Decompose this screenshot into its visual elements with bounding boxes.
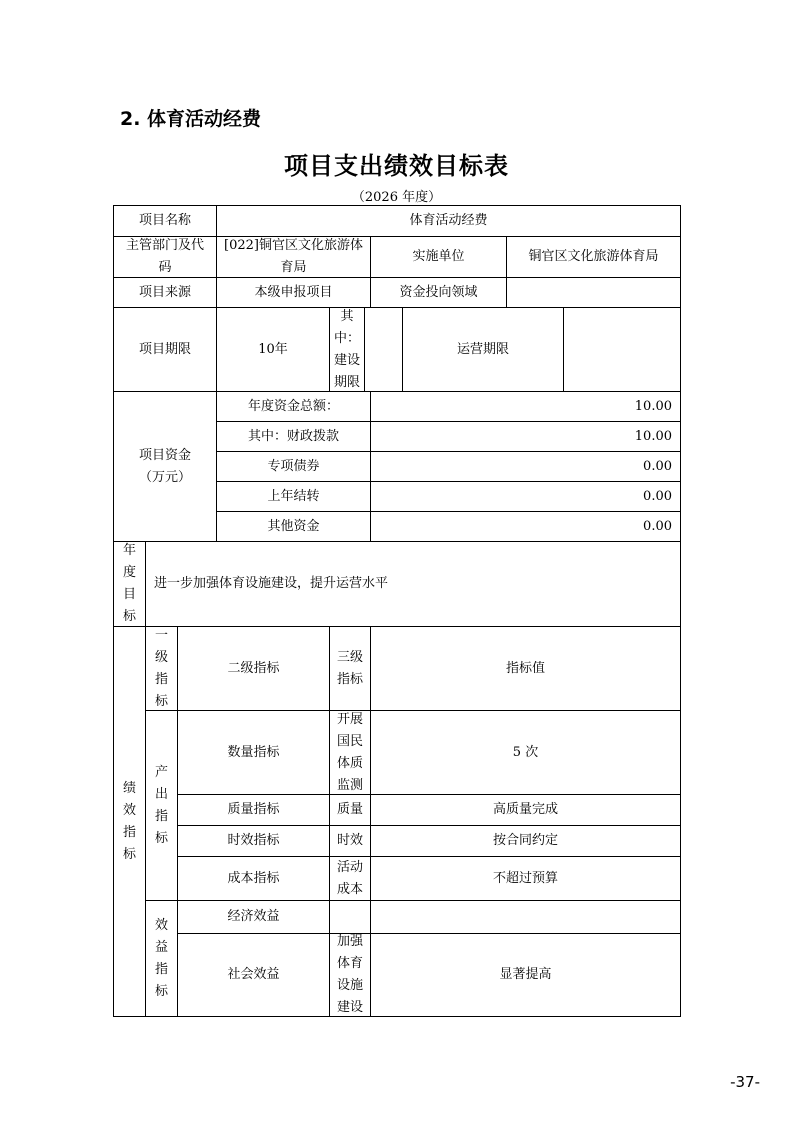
output-level3: 质量 (329, 794, 371, 826)
funds-row-value: 10.00 (370, 391, 681, 422)
output-level3: 时效 (329, 825, 371, 857)
benefit-level3: 加强体育设施建设 (329, 933, 371, 1017)
doc-title: 项目支出绩效目标表 (284, 152, 509, 180)
funds-row-label: 其中：财政拨款 (216, 421, 371, 452)
source-value: 本级申报项目 (216, 277, 371, 308)
output-level2: 数量指标 (177, 710, 330, 795)
funds-row-label: 年度资金总额： (216, 391, 371, 422)
header-level3: 三级指标 (329, 626, 371, 711)
dept-value: [022]铜官区文化旅游体育局 (216, 236, 371, 278)
output-level3: 开展国民体质监测 (329, 710, 371, 795)
operation-period-label: 运营期限 (402, 307, 564, 392)
header-level2: 二级指标 (177, 626, 330, 711)
source-label: 项目来源 (113, 277, 217, 308)
section-title: 2. 体育活动经费 (120, 108, 262, 130)
perf-indicators-label: 绩效指标 (113, 626, 146, 1017)
output-level2: 成本指标 (177, 856, 330, 901)
funds-row-value: 0.00 (370, 511, 681, 542)
period-label: 项目期限 (113, 307, 217, 392)
project-name-value: 体育活动经费 (216, 205, 681, 237)
header-level1: 一级指标 (145, 626, 178, 711)
output-indicators-label: 产出指标 (145, 710, 178, 901)
operation-period-value (563, 307, 681, 392)
project-name-label: 项目名称 (113, 205, 217, 237)
output-level2: 时效指标 (177, 825, 330, 857)
benefit-indicators-label: 效益指标 (145, 900, 178, 1017)
doc-year: （2026 年度） (351, 190, 442, 205)
page-number: -37- (730, 1073, 760, 1091)
construction-period-label: 其中：建设期限 (329, 307, 365, 392)
output-value: 按合同约定 (370, 825, 681, 857)
period-value: 10年 (216, 307, 330, 392)
impl-unit-label: 实施单位 (370, 236, 507, 278)
funds-label: 项目资金（万元） (113, 391, 217, 542)
funds-row-value: 0.00 (370, 451, 681, 482)
invest-field-label: 资金投向领域 (370, 277, 507, 308)
construction-period-value (364, 307, 403, 392)
dept-label: 主管部门及代码 (113, 236, 217, 278)
annual-goal-value: 进一步加强体育设施建设，提升运营水平 (145, 541, 681, 627)
output-level2: 质量指标 (177, 794, 330, 826)
funds-row-value: 10.00 (370, 421, 681, 452)
funds-row-label: 其他资金 (216, 511, 371, 542)
invest-field-value (506, 277, 681, 308)
benefit-level2: 经济效益 (177, 900, 330, 934)
output-value: 5 次 (370, 710, 681, 795)
funds-row-label: 专项债券 (216, 451, 371, 482)
funds-row-value: 0.00 (370, 481, 681, 512)
benefit-level2: 社会效益 (177, 933, 330, 1017)
output-level3: 活动成本 (329, 856, 371, 901)
funds-row-label: 上年结转 (216, 481, 371, 512)
output-value: 高质量完成 (370, 794, 681, 826)
output-value: 不超过预算 (370, 856, 681, 901)
benefit-level3 (329, 900, 371, 934)
impl-unit-value: 铜官区文化旅游体育局 (506, 236, 681, 278)
header-value: 指标值 (370, 626, 681, 711)
benefit-value: 显著提高 (370, 933, 681, 1017)
benefit-value (370, 900, 681, 934)
annual-goal-label: 年度目标 (113, 541, 146, 627)
